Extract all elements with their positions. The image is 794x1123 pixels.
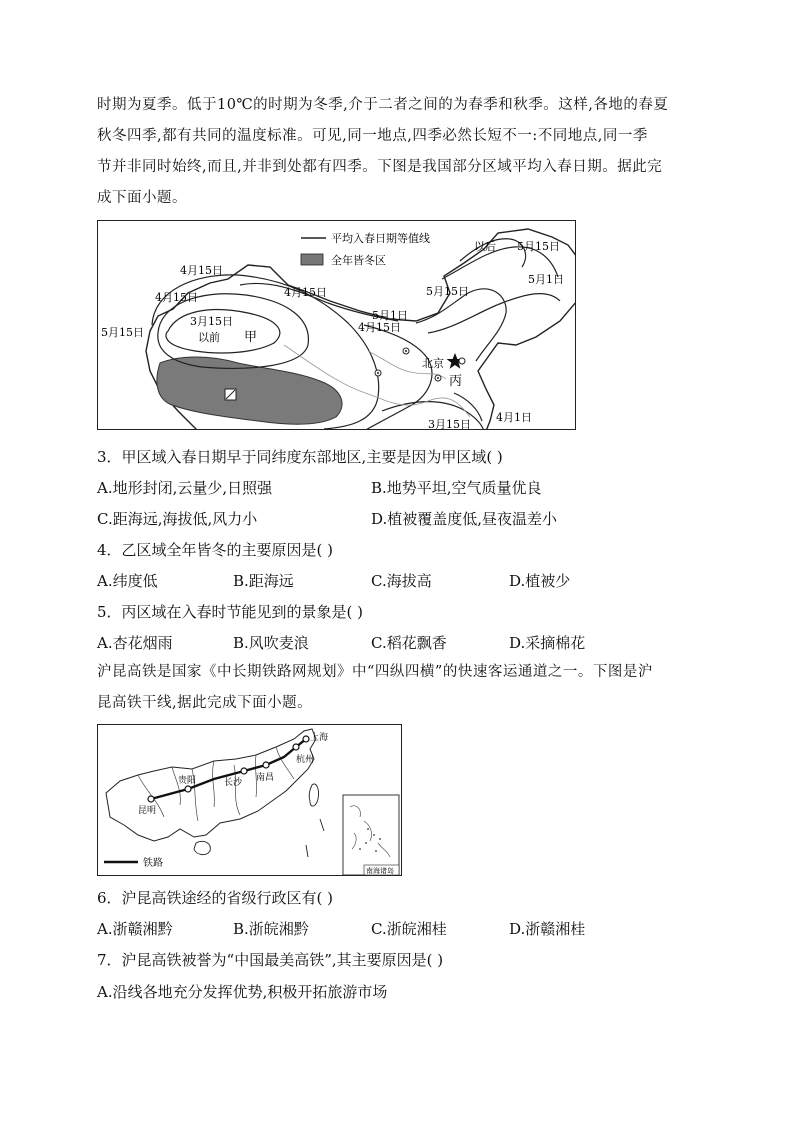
- question-5-option-d: D.采摘棉花: [509, 634, 586, 652]
- intro-line: 秋冬四季,都有共同的温度标准。可见,同一地点,四季必然长短不一:不同地点,同一季: [97, 128, 648, 144]
- isoline-apr15-west: [158, 294, 309, 369]
- question-6-option-c: C.浙皖湘桂: [371, 920, 447, 938]
- hukun-railway-map-svg: [98, 725, 402, 876]
- label-yiqian: 以前: [198, 331, 220, 344]
- city-marker-guiyang: [185, 786, 191, 792]
- question-6-option-a: A.浙赣湘黔: [97, 920, 173, 938]
- question-7-stem: 7．沪昆高铁被誉为“中国最美高铁”,其主要原因是( ): [97, 951, 444, 969]
- intro-paragraph: [97, 90, 699, 214]
- city-label-guiyang: 贵阳: [178, 776, 197, 786]
- legend-railway-label: 铁路: [143, 858, 163, 869]
- city-label-hangzhou: 杭州: [296, 755, 315, 765]
- label-bing: 丙: [449, 374, 463, 389]
- city-label-changsha: 长沙: [224, 778, 243, 788]
- intro-line: 时期为夏季。低于10℃的时期为冬季,介于二者之间的为春季和秋季。这样,各地的春夏: [97, 97, 669, 113]
- inset-box: [343, 795, 399, 875]
- city-marker-nanchang: [263, 762, 269, 768]
- city-label-shanghai: 上海: [310, 733, 329, 743]
- label-may15-c: 5月15日: [426, 285, 469, 298]
- label-may1-ne: 5月1日: [528, 273, 564, 286]
- city-marker-hangzhou: [293, 744, 299, 750]
- question-6-option-b: B.浙皖湘黔: [233, 920, 309, 938]
- question-6-option-d: D.浙赣湘桂: [509, 920, 586, 938]
- label-apr15-a: 4月15日: [180, 264, 223, 277]
- question-7-option-a: A.沿线各地充分发挥优势,积极开拓旅游市场: [97, 983, 388, 1001]
- legend-area-symbol: [301, 254, 323, 265]
- question-3-option-a: A.地形封闭,云量少,日照强: [97, 479, 273, 497]
- intro-line: 成下面小题。: [97, 190, 187, 206]
- question-4-option-c: C.海拔高: [371, 572, 432, 590]
- label-may15-w: 5月15日: [101, 326, 144, 339]
- city-marker-changsha: [241, 768, 247, 774]
- city-marker-shanghai: [303, 736, 309, 742]
- label-may1-c: 5月1日: [372, 309, 408, 322]
- hainan-island: [194, 841, 210, 854]
- label-jia: 甲: [244, 330, 258, 345]
- question-4-option-a: A.纬度低: [97, 572, 158, 590]
- isoline-may1-east: [428, 294, 560, 333]
- label-apr15-b: 4月15日: [284, 286, 327, 299]
- perennial-winter-region: [157, 357, 342, 424]
- spring-onset-map: [97, 220, 576, 430]
- label-may15-ne: 5月15日: [517, 240, 560, 253]
- intro2-line: 昆高铁干线,据此完成下面小题。: [97, 695, 313, 711]
- question-6-stem: 6．沪昆高铁途经的省级行政区有( ): [97, 889, 334, 907]
- question-3-option-b: B.地势平坦,空气质量优良: [371, 479, 542, 497]
- city-label-kunming: 昆明: [138, 806, 157, 816]
- isoline-apr15-east: [364, 325, 432, 430]
- question-3-stem: 3．甲区域入春日期早于同纬度东部地区,主要是因为甲区域( ): [97, 448, 503, 466]
- question-5-option-a: A.杏花烟雨: [97, 634, 173, 652]
- region-outline: [106, 729, 316, 841]
- intro2-line: 沪昆高铁是国家《中长期铁路网规划》中“四纵四横”的快速客运通道之一。下图是沪: [97, 664, 653, 680]
- label-apr1-s: 4月1日: [496, 411, 532, 424]
- taiwan-island: [309, 784, 318, 806]
- question-5-option-b: B.风吹麦浪: [233, 634, 309, 652]
- question-3-option-c: C.距海远,海拔低,风力小: [97, 510, 258, 528]
- city-marker: [459, 358, 465, 364]
- label-apr15-c: 4月15日: [155, 291, 198, 304]
- question-5-option-c: C.稻花飘香: [371, 634, 447, 652]
- question-4-option-d: D.植被少: [509, 572, 571, 590]
- intro2-paragraph: [97, 657, 699, 719]
- city-marker-kunming: [148, 796, 154, 802]
- legend-area-label: 全年皆冬区: [331, 254, 386, 267]
- question-3-option-d: D.植被覆盖度低,昼夜温差小: [371, 510, 558, 528]
- hukun-railway-map: [97, 724, 402, 876]
- inset-label: 南海诸岛: [366, 867, 394, 875]
- label-apr15-d: 4月15日: [358, 321, 401, 334]
- intro-line: 节并非同时始终,而且,并非到处都有四季。下图是我国部分区域平均入春日期。据此完: [97, 159, 663, 175]
- label-yihou: 以后: [474, 240, 496, 253]
- question-4-stem: 4．乙区域全年皆冬的主要原因是( ): [97, 541, 334, 559]
- label-mar15-s: 3月15日: [428, 418, 471, 430]
- legend-line-label: 平均入春日期等值线: [331, 232, 430, 245]
- spring-onset-map-svg: [98, 221, 576, 430]
- label-mar15-w: 3月15日: [190, 315, 233, 328]
- question-4-option-b: B.距海远: [233, 572, 294, 590]
- city-label-nanchang: 南昌: [256, 773, 275, 783]
- label-beijing: 北京: [422, 357, 444, 370]
- question-5-stem: 5．丙区域在入春时节能见到的景象是( ): [97, 603, 364, 621]
